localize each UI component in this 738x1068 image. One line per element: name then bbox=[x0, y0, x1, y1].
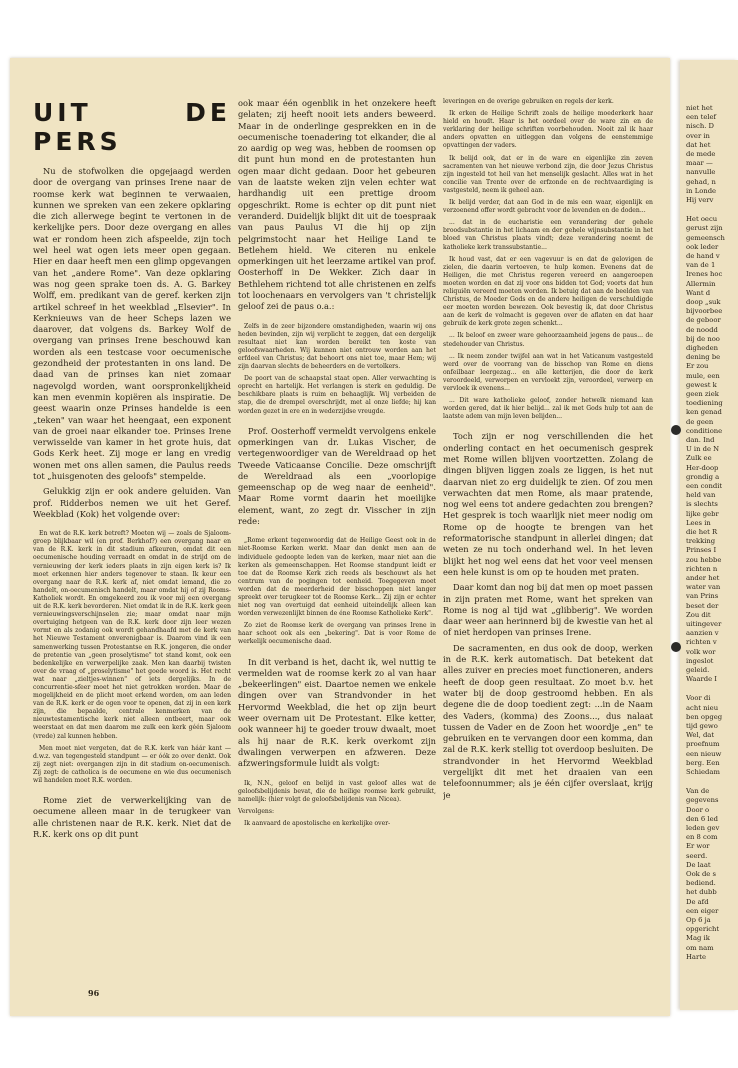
next-page-line: ingeslot bbox=[686, 656, 714, 665]
next-page-line: uitingever bbox=[686, 620, 722, 628]
page-number: 96 bbox=[88, 988, 100, 998]
next-page-line: ander het bbox=[686, 574, 720, 582]
quote-formule-3: Ik aanvaard de apostolische en kerkelijke over- bbox=[244, 819, 391, 827]
next-page-line: opgericht bbox=[686, 925, 720, 934]
quote-formule-cont-6: Ik houd vast, dat er een vagevuur is en dat de gelovigen de zielen, die daarin vertoeven, te hulp komen. Evenens dat de Heiligen, die met Christus regeren vereerd en aangeroepen moeten worden en dat zij voor ons bidden tot God; voorts dat hun reliquiën vereerd moeten worden. Ik betuig dat aan de beelden van Christus, de Moeder Gods en de andere heiligen de verschuldigde eer moeten worden bewezen. Ook bevestig ik, dat door Christus aan de kerk de volmacht is gegeven over de aflaten en dat haar gebruik de kerk grote zegen schenkt... bbox=[443, 255, 653, 328]
outro-paragraph: Rome ziet de verwerkelijking van de oecumene alleen maar in de terugkeer van alle christenen naar de R.K. kerk. Niet dat de R.K. kerk ons op dit punt bbox=[33, 795, 231, 839]
next-page-line: van de 1 bbox=[686, 261, 716, 270]
next-page-line: Harte bbox=[686, 952, 706, 961]
next-page-line: gemeensch bbox=[686, 233, 725, 242]
next-page-line: Schiedam bbox=[686, 768, 720, 776]
next-page-line: Prinses I bbox=[686, 546, 717, 555]
article-title: UIT DE PERS bbox=[33, 98, 231, 156]
next-page-line: nanvulle bbox=[686, 168, 716, 177]
next-page-line: Zou dit bbox=[686, 610, 711, 619]
next-page-line: seerd. bbox=[686, 851, 708, 860]
quote-formule-cont-4: Ik belijd verder, dat aan God in de mis een waar, eigenlijk en verzoenend offer wordt gebracht voor de levenden en de doden... bbox=[443, 199, 653, 215]
next-page-line: Door o bbox=[686, 805, 710, 814]
next-page-line: dan. Ind bbox=[686, 436, 715, 444]
quote-formule-1: Ik, N.N., geloof en belijd in vast geloof alles wat de geloofsbelijdenis bevat, die de heilige roomse kerk gebruikt, namelijk: (hier volgt de geloofsbelijdenis van Nicea). bbox=[238, 779, 436, 803]
next-page-line: de geboor bbox=[686, 316, 721, 325]
next-page-line: Irenes hoc bbox=[686, 270, 723, 279]
next-page-line: de noodd bbox=[686, 325, 718, 334]
quote-ridderbos-2: Men moet niet vergeten, dat de R.K. kerk van háár kant — d.w.z. van tegengesteld standpunt — er óók zo over denkt. Ook zij zegt niet: overgangen zijn in dit stadium on-oecumenisch. Zij zegt: de catholica is de oecumene en wie dus oecumenisch wil handelen moet R.K. worden. bbox=[33, 744, 231, 785]
next-page-line: gegevens bbox=[686, 796, 719, 805]
next-page-line: dening be bbox=[686, 353, 721, 362]
col3-paragraph-2: Daar komt dan nog bij dat men op moet passen in zijn praten met Rome, want het spreken van Rome is nog al tijd wat „glibberig". We worden daar weer aan herinnerd bij de kwestie van het al of niet herdopen van prinses Irene. bbox=[443, 582, 653, 638]
next-page-line: een nieuw bbox=[686, 749, 722, 758]
quote-formule-cont-7: ... Ik beloof en zweer ware gehoorzaamheid jegens de paus... de stedehouder van Christus. bbox=[443, 332, 653, 348]
next-page-line: proefnum bbox=[686, 740, 720, 749]
next-page-edge bbox=[680, 60, 738, 1010]
next-page-line: gehad, n bbox=[686, 177, 716, 186]
next-page-line: geleid. bbox=[686, 666, 710, 674]
next-page-line: digheden bbox=[686, 344, 719, 352]
next-page-line: Waarde I bbox=[686, 675, 717, 684]
next-page-line: grondig a bbox=[686, 472, 720, 481]
next-page-line: Want d bbox=[686, 288, 711, 297]
next-page-line: de geen bbox=[686, 417, 714, 426]
next-page-line: in Londe bbox=[686, 186, 717, 195]
next-page-line: van Prins bbox=[686, 592, 719, 601]
col2-paragraph-2: Prof. Oosterhoff vermeldt vervolgens enkele opmerkingen van dr. Lukas Vischer, de vertegenwoordiger van de Wereldraad op het Tweede Vaticaanse Concilie. Deze omschrijft de Wereldraad als een „voorlopige gemeenschap op de weg naar de eenheid". Maar Rome vormt daarin het moeilijke element, want, zo zegt dr. Visscher in zijn rede: bbox=[238, 425, 436, 527]
next-page-line: een condit bbox=[686, 482, 723, 490]
next-page-line: mule, een bbox=[686, 371, 720, 380]
next-page-line: richten v bbox=[686, 638, 717, 647]
next-page-line: en 8 com bbox=[686, 833, 718, 842]
next-page-line: Het oecu bbox=[686, 215, 718, 224]
magazine-page bbox=[10, 58, 670, 1016]
next-page-line: gewest k bbox=[686, 380, 717, 389]
next-page-line: volk wor bbox=[686, 647, 716, 656]
next-page-line: richten n bbox=[686, 564, 718, 573]
quote-formule-2: Vervolgens: bbox=[238, 807, 275, 815]
next-page-line: ben opgeg bbox=[686, 712, 723, 721]
next-page-line: bediend. bbox=[686, 879, 716, 888]
next-page-line: De afd bbox=[686, 897, 709, 906]
next-page-line: Voor di bbox=[686, 694, 711, 703]
next-page-line: geen ziek bbox=[686, 390, 719, 398]
next-page-line: doop „suk bbox=[686, 298, 721, 306]
binding-hole-icon bbox=[671, 642, 681, 652]
quote-formule-cont-3: Ik belijd ook, dat er in de ware en eigenlijke zin zeven sacramenten van het nieuwe verbond zijn, die door Jezus Christus zijn ingesteld tot heil van het menselijk geslacht. Alles wat in het concilie van Trente over de erfzonde en de rechtvaardiging is vastgesteld, neem ik geheel aan. bbox=[443, 154, 653, 194]
next-page-line: ook leder bbox=[686, 242, 719, 251]
next-page-line: Er zou bbox=[686, 362, 709, 371]
next-page-line: tijd gewo bbox=[686, 722, 718, 730]
quote-formule-cont-2: Ik erken de Heilige Schrift zoals de heilige moederkerk haar hield en houdt. Haar is het oordeel over de ware zin en de verklaring der heilige schriften voorbehouden. Nooit zal ik haar anders opvatten en uitleggen dan volgens de eenstemmige opvattingen der vaders. bbox=[443, 110, 653, 150]
next-page-line: het dubb bbox=[686, 888, 717, 897]
next-page-line: Mag ik bbox=[686, 934, 710, 943]
next-page-line: Her-doop bbox=[686, 463, 719, 472]
next-page-line: Lees in bbox=[686, 518, 711, 527]
next-page-line: een eiger bbox=[686, 906, 719, 915]
next-page-line: conditione bbox=[686, 426, 723, 435]
next-page-line: zou hebbe bbox=[686, 555, 722, 564]
next-page-line: dat het bbox=[686, 140, 711, 149]
next-page-line: den 6 led bbox=[686, 814, 718, 823]
lead-paragraph: Gelukkig zijn er ook andere geluiden. Van prof. Ridderbos nemen we uit het Geref. Weekblad (Kok) het volgende over: bbox=[33, 486, 231, 519]
next-page-line: is slechts bbox=[686, 500, 718, 509]
quote-vischer-2: Zo ziet de Roomse kerk de overgang van prinses Irene in haar schoot ook als een „bekering". Dat is voor Rome de werkelijk oecumenische daad. bbox=[238, 622, 436, 646]
next-page-line: gerust zijn bbox=[686, 224, 723, 233]
next-page-line: toediening bbox=[686, 399, 723, 408]
quote-ridderbos-1: En wat de R.K. kerk betreft? Moeten wij — zoals de Sjaloom-groep blijkbaar wil (en prof. Berkhof?) een overgang naar en van de R.K. kerk in dit stadium afkeuren, omdat dit een oecumenische houding verraadt en omdat in de strijd om de vernieuwing der kerk ieders plaats in zijn eigen kerk is? Ik moet erkennen hier anders tegenover te staan. Ik keur een overgang naar de R.K. kerk af, niet omdat iemand, die zo handelt, on-oecumenisch handelt, maar omdat hij of zij Rooms-Katholiek wordt. En omgekeerd zou ik voor mij een overgang uit de R.K. kerk bevorderen. Niet omdat ik in de R.K. kerk geen vernieuwingsverschijnselen zie; maar omdat naar mijn overtuiging hetgeen van de R.K. kerk door zijn leer wezen vormt en als zodanig ook wordt gehandhaafd met de kerk van het Nieuwe Testament onverenigbaar is. Daarom vind ik een samenwerking tussen Protestantse en R.K. jongeren, die onder de pretentie van „geen proselytisme" tot stand komt, ook een bedenkelijke en verwerpelijke zaak. Men kan daarbij twisten over de vraag of „proselytisme" het goede woord is. Het recht wat naar „zieltjes-winnen" of iets dergelijks. In de concurrentie-sfeer moet het niet getrokken worden. Maar de mogelijkheid en de plicht moet erkend worden, om aan leden van de R.K. kerk er de ogen voor te openen, dat zij in een kerk zijn, die bepaalde, centrale kenmerken van de nieuwtestamentische kerk niet alleen ontbeert, maar ook weerstaat en dat men daarom me zulk een kerk géén Sjaloom (vrede) zal kunnen hebben. bbox=[33, 530, 231, 740]
next-page-line: U in de N bbox=[686, 445, 720, 454]
quote-formule-cont-5: ... dat in de eucharistie een verandering der gehele broodsubstantie in het lichaam en der gehele wijnsubstantie in het bloed van Christus plaats vindt; deze verandering noemt de katholieke kerk transsubstantie... bbox=[443, 219, 653, 251]
next-page-line: de mede bbox=[686, 150, 716, 158]
next-page-line: acht nieu bbox=[686, 703, 719, 712]
quote-vischer-1: „Rome erkent tegenwoordig dat de Heilige Geest ook in de niet-Roomse Kerken werkt. Maar dan denkt men aan de individuele gedoopte leden van de kerken, maar niet aan die kerken als gemeenschappen. Het Roomse standpunt leidt er toe dat de Roomse Kerk zich reeds als beschouwt als het centrum van de pogingen tot eenheid. Toegegeven moet worden dat de meerderheid der bisschoppen niet langer spreekt over terugkeer tot de Roomse Kerk... Zij zijn er echter niet nog van overtuigd dat eenheid uiteindelijk alleen kan worden verwezenlijkt binnen de éne Roomse Katholieke Kerk". bbox=[238, 537, 436, 618]
next-page-line: Ook de s bbox=[686, 870, 716, 878]
next-page-line: die het R bbox=[686, 528, 718, 536]
col3-paragraph-3: De sacramenten, en dus ook de doop, werken in de R.K. kerk automatisch. Dat betekent dat alles zuiver en precies moet functioneren, anders heeft de doop geen resultaat. Zo moet b.v. het water bij de doop gestroomd hebben. En als degene die de doop toedient zegt: ...in de Naam des Vaders, (komma) des Zoons..., dus nalaat tussen de Vader en de Zoon het woordje „en" te gebruiken en te vervangen door een komma, dan zal de R.K. kerk stellig tot overdoop besluiten. De strandvonder in het Hervormd Weekblad vergelijkt dit met het draaien van een telefoonnummer; als je één cijfer overslaat, krijg je bbox=[443, 642, 653, 800]
next-page-line: De laat bbox=[686, 860, 711, 869]
next-page-line: water van bbox=[686, 583, 721, 592]
column-2 bbox=[238, 98, 436, 832]
next-page-line: maar — bbox=[686, 159, 713, 168]
next-page-line: bij de noo bbox=[686, 334, 720, 343]
next-page-line: de hand v bbox=[686, 252, 720, 260]
col2-paragraph-1: ook maar één ogenblik in het onzekere heeft gelaten; zij heeft nooit iets anders beweerd. Maar in de onderlinge gesprekken en in de oecumenische toenadering tot elkander, die al zo aardig op weg was, hebben de roomsen op dit punt hun mond en de protestanten hun ogen maar dicht gedaan. Door het gebeuren van de laatste weken zijn velen echter wat hardhandig uit een prettige droom opgeschrikt. Rome is echter op dit punt niet veranderd. Duidelijk blijkt dit uit de toespraak van paus Paulus VI die hij op zijn pelgrimstocht naar het Heilige Land te Betlehem hield. We citeren nu enkele opmerkingen uit het leerzame artikel van prof. Oosterhoff in De Wekker. Zich daar in Bethlehem richtend tot alle christenen en zelfs tot loochenaars en vervolgers van 't christelijk geloof zei de paus o.a.: bbox=[238, 98, 436, 312]
next-page-line: ken genad bbox=[686, 408, 722, 417]
next-page-line: Hij verv bbox=[686, 196, 714, 204]
next-page-line: Wel, dat bbox=[686, 731, 715, 740]
next-page-line: trekking bbox=[686, 537, 716, 546]
column-3 bbox=[443, 98, 653, 805]
next-page-line: Op 6 ja bbox=[686, 916, 711, 924]
next-page-line: Zulk ee bbox=[686, 454, 712, 463]
next-page-line: over in bbox=[686, 131, 710, 140]
quote-formule-cont-1: leveringen en de overige gebruiken en regels der kerk. bbox=[443, 98, 614, 105]
col3-paragraph-1: Toch zijn er nog verschillenden die het onderling contact en het oecumenisch gesprek met Rome willen blijven voortzetten. Zolang de dingen blijven liggen zoals ze liggen, is het nut daarvan niet zo erg duidelijk te zien. Of zou men verwachten dat men Rome, als maar pratende, nog wel eens tot andere gedachten zou brengen? Het gesprek is toch waarlijk niet meer nodig om Rome op de hoogte te brengen van het reformatorische standpunt in allerlei dingen; dat weten ze nu toch onderhand wel. In het leven blijkt het nog wel eens dat het voor veel mensen een hele kunst is om op te houden met praten. bbox=[443, 431, 653, 577]
next-page-line: niet het bbox=[686, 104, 713, 112]
next-page-line: een telef bbox=[686, 113, 717, 122]
next-page-line: held van bbox=[686, 491, 716, 500]
next-page-line: lijke gebr bbox=[686, 509, 719, 518]
next-page-line: aanzien v bbox=[686, 629, 719, 638]
next-page-line: Allermin bbox=[686, 279, 716, 288]
next-page-line: Er wor bbox=[686, 842, 710, 851]
quote-formule-cont-9: ... Dit ware katholieke geloof, zonder hetwelk niemand kan worden gered, dat ik hier belijd... zal ik met Gods hulp tot aan de laatste adem van mijn leven belijden... bbox=[443, 397, 653, 421]
binding-hole-icon bbox=[671, 425, 681, 435]
column-1 bbox=[33, 98, 231, 844]
next-page-line: om nam bbox=[686, 943, 714, 952]
next-page-line: bijvoorbee bbox=[686, 307, 723, 316]
next-page-line: nisch. D bbox=[686, 122, 714, 131]
next-page-line: beset der bbox=[686, 601, 719, 610]
intro-paragraph: Nu de stofwolken die opgejaagd werden door de overgang van prinses Irene naar de roomse kerk wat beginnen te verwaaien, kunnen we spreken van een zekere opklaring die zich allerwege begint te vertonen in de kerkelijke pers. Door deze overgang en alles wat er rondom heen zich afspeelde, zijn toch wel heel wat ogen iets meer open gegaan. Hier en daar heeft men een glimp opgevangen van het „andere Rome". Van deze opklaring was nog geen sprake toen ds. A. G. Barkey Wolff, em. predikant van de geref. kerken zijn artikel schreef in het weekblad „Elsevier". In Kerknieuws van de heer Scheps lazen we daarover, dat volgens ds. Barkey Wolf de overgang van prinses Irene beschouwd kan worden als een testcase voor oecumenische gezondheid der protestanten in ons land. De daad van de prinses kan niet zomaar nagevolgd worden, want oorspronkelijkheid kan men evenmin kopiëren als inspiratie. De geest waarin onze Prinses handelde is een „teken" van waar het heengaat, een exponent van de groei naar elkander toe. Prinses Irene verwisselde van kamer in het grote huis, dat Gods Kerk heet. Zij moge er lang en vredig wonen met ons allen samen, die Paulus reeds tot „huisgenoten des geloofs" stempelde. bbox=[33, 166, 231, 482]
next-page-line: berg. Een bbox=[686, 758, 720, 767]
quote-formule-cont-8: ... Ik neem zonder twijfel aan wat in het Vaticanum vastgesteld werd over de voorrang van de bisschop van Rome en diens onfeilbaar leergezag... en alle ketterijen, die door de kerk veroordeeld, verworpen en vervloekt zijn, veroordeel, verwerp en vervloek ik evenens... bbox=[443, 352, 653, 392]
next-page-line: Van de bbox=[686, 787, 710, 796]
quote-paus-1: Zelfs in de zeer bijzondere omstandigheden, waarin wij ons heden bevinden, zijn wij verplicht te zeggen, dat een dergelijk resultaat niet kan worden bereikt ten koste van geloofswaarheden. Wij kunnen niet ontrouw worden aan het erfdeel van Christus; dat behoort ons niet toe, maar Hem; wij zijn daarvan slechts de beheerders en de vertolkers. bbox=[238, 322, 436, 371]
col2-paragraph-3: In dit verband is het, dacht ik, wel nuttig te vermelden wat de roomse kerk zo al van haar „bekeerlingen" eist. Daartoe nemen we enkele dingen over van Strandvonder in het Hervormd Weekblad, die het op zijn beurt weer overnam uit De Protestant. Elke ketter, ook wanneer hij te goeder trouw dwaalt, moet als hij naar de R.K. kerk overkomt zijn dwalingen verwerpen en afzweren. Deze afzweringsformule luidt als volgt: bbox=[238, 656, 436, 769]
next-page-line: leden gev bbox=[686, 824, 720, 832]
quote-paus-2: De poort van de schaapstal staat open. Aller verwachting is oprecht en hartelijk. Het verlangen is sterk en geduldig. De beschikbare plaats is ruim en behaaglijk. Wij verbeiden de stap, die de drempel overschrijdt, met al onze liefde; hij kan worden gezet in ere en in wederzijdse vreugde. bbox=[238, 375, 436, 415]
